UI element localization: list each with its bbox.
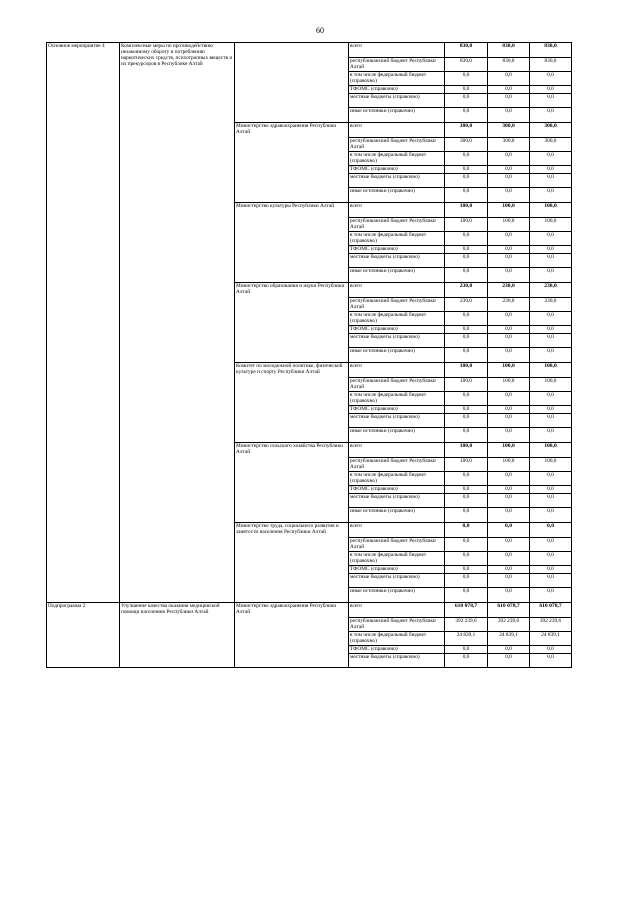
amount-cell: 0,0	[488, 654, 530, 668]
funding-source-cell: республиканский бюджет Республики Алтай	[349, 538, 445, 552]
executor-cell	[235, 43, 349, 123]
funding-source-cell: местные бюджеты (справочно)	[349, 334, 445, 348]
amount-cell: 0,0	[488, 472, 530, 486]
funding-source-cell: в том числе федеральный бюджет (справочно)	[349, 632, 445, 646]
amount-cell: 0,0	[488, 152, 530, 166]
amount-cell: 0,0	[445, 72, 488, 86]
funding-source-cell: в том числе федеральный бюджет (справочно)	[349, 552, 445, 566]
activity-title-cell: Комплексные меры по противодействию незаконному обороту и потреблению наркотических средств, психотропных веществ и их прекурсоров в Республике Алтай	[120, 43, 235, 603]
amount-cell: 100,0	[488, 443, 530, 458]
amount-cell: 0,0	[530, 486, 572, 494]
amount-cell: 0,0	[445, 654, 488, 668]
amount-cell: 0,0	[488, 334, 530, 348]
amount-cell: 0,0	[530, 523, 572, 538]
amount-cell: 24 839,1	[488, 632, 530, 646]
funding-source-cell: всего	[349, 523, 445, 538]
funding-source-cell: ТФОМС (справочно)	[349, 326, 445, 334]
amount-cell: 100,0	[530, 218, 572, 232]
amount-cell: 100,0	[530, 378, 572, 392]
funding-source-cell: всего	[349, 123, 445, 138]
amount-cell: 0,0	[488, 232, 530, 246]
amount-cell: 0,0	[445, 334, 488, 348]
amount-cell: 830,0	[488, 58, 530, 72]
amount-cell: 230,0	[445, 298, 488, 312]
amount-cell: 300,0	[530, 123, 572, 138]
table-row	[47, 603, 572, 618]
amount-cell: 0,0	[530, 326, 572, 334]
activity-code-cell: Основное мероприятие 4	[47, 43, 120, 603]
amount-cell: 0,0	[445, 538, 488, 552]
funding-source-cell: республиканский бюджет Республики Алтай	[349, 378, 445, 392]
funding-source-cell: республиканский бюджет Республики Алтай	[349, 218, 445, 232]
amount-cell: 0,0	[445, 108, 488, 123]
executor-cell: Министерство здравоохранения Республики Алтай	[235, 123, 349, 203]
amount-cell: 392 239,6	[530, 618, 572, 632]
amount-cell: 0,0	[445, 94, 488, 108]
amount-cell: 0,0	[445, 254, 488, 268]
amount-cell: 0,0	[488, 588, 530, 603]
amount-cell: 0,0	[530, 246, 572, 254]
amount-cell: 0,0	[445, 494, 488, 508]
amount-cell: 0,0	[530, 94, 572, 108]
amount-cell: 0,0	[488, 312, 530, 326]
amount-cell: 0,0	[530, 508, 572, 523]
amount-cell: 0,0	[488, 246, 530, 254]
amount-cell: 0,0	[530, 494, 572, 508]
executor-cell: Комитет по молодежной политике, физической культуре и спорту Республики Алтай	[235, 363, 349, 443]
amount-cell: 300,0	[445, 138, 488, 152]
amount-cell: 100,0	[445, 443, 488, 458]
amount-cell: 0,0	[488, 574, 530, 588]
amount-cell: 0,0	[530, 312, 572, 326]
amount-cell: 0,0	[445, 326, 488, 334]
funding-source-cell: иные источники (справочно)	[349, 188, 445, 203]
amount-cell: 0,0	[445, 588, 488, 603]
amount-cell: 0,0	[530, 86, 572, 94]
amount-cell: 0,0	[488, 108, 530, 123]
amount-cell: 0,0	[445, 552, 488, 566]
funding-source-cell: республиканский бюджет Республики Алтай	[349, 458, 445, 472]
amount-cell: 0,0	[488, 188, 530, 203]
amount-cell: 24 839,1	[445, 632, 488, 646]
amount-cell: 0,0	[530, 392, 572, 406]
amount-cell: 100,0	[488, 363, 530, 378]
amount-cell: 0,0	[488, 254, 530, 268]
amount-cell: 0,0	[445, 566, 488, 574]
amount-cell: 0,0	[445, 428, 488, 443]
funding-source-cell: иные источники (справочно)	[349, 348, 445, 363]
activity-code-cell: Подпрограмма 2	[47, 603, 120, 668]
amount-cell: 610 078,7	[488, 603, 530, 618]
amount-cell: 0,0	[530, 414, 572, 428]
amount-cell: 0,0	[488, 566, 530, 574]
amount-cell: 392 239,6	[488, 618, 530, 632]
amount-cell: 0,0	[530, 654, 572, 668]
funding-source-cell: всего	[349, 363, 445, 378]
amount-cell: 0,0	[530, 574, 572, 588]
funding-source-cell: ТФОМС (справочно)	[349, 246, 445, 254]
amount-cell: 0,0	[445, 312, 488, 326]
amount-cell: 100,0	[445, 378, 488, 392]
funding-source-cell: иные источники (справочно)	[349, 588, 445, 603]
amount-cell: 610 078,7	[530, 603, 572, 618]
amount-cell: 0,0	[445, 523, 488, 538]
amount-cell: 0,0	[445, 646, 488, 654]
amount-cell: 0,0	[488, 86, 530, 94]
executor-cell: Министерство здравоохранения Республики Алтай	[235, 603, 349, 668]
amount-cell: 0,0	[488, 72, 530, 86]
amount-cell: 0,0	[488, 646, 530, 654]
amount-cell: 0,0	[445, 188, 488, 203]
amount-cell: 0,0	[445, 414, 488, 428]
amount-cell: 0,0	[488, 174, 530, 188]
amount-cell: 100,0	[488, 203, 530, 218]
funding-source-cell: в том числе федеральный бюджет (справочно)	[349, 232, 445, 246]
page-number: 60	[316, 26, 324, 35]
amount-cell: 100,0	[445, 203, 488, 218]
amount-cell: 0,0	[445, 472, 488, 486]
amount-cell: 0,0	[488, 348, 530, 363]
amount-cell: 0,0	[530, 254, 572, 268]
executor-cell: Министерство образования и науки Республики Алтай	[235, 283, 349, 363]
amount-cell: 100,0	[530, 443, 572, 458]
funding-source-cell: ТФОМС (справочно)	[349, 86, 445, 94]
amount-cell: 0,0	[488, 508, 530, 523]
amount-cell: 230,0	[488, 283, 530, 298]
funding-source-cell: в том числе федеральный бюджет (справочно)	[349, 472, 445, 486]
amount-cell: 0,0	[445, 406, 488, 414]
budget-table	[46, 42, 572, 668]
funding-source-cell: ТФОМС (справочно)	[349, 166, 445, 174]
amount-cell: 100,0	[445, 363, 488, 378]
amount-cell: 0,0	[445, 392, 488, 406]
amount-cell: 300,0	[445, 123, 488, 138]
amount-cell: 0,0	[488, 406, 530, 414]
amount-cell: 230,0	[530, 298, 572, 312]
amount-cell: 0,0	[445, 86, 488, 94]
funding-source-cell: ТФОМС (справочно)	[349, 486, 445, 494]
amount-cell: 0,0	[445, 574, 488, 588]
amount-cell: 300,0	[488, 123, 530, 138]
amount-cell: 100,0	[445, 218, 488, 232]
amount-cell: 0,0	[488, 486, 530, 494]
funding-source-cell: всего	[349, 443, 445, 458]
amount-cell: 0,0	[530, 552, 572, 566]
funding-source-cell: в том числе федеральный бюджет (справочно)	[349, 72, 445, 86]
funding-source-cell: местные бюджеты (справочно)	[349, 494, 445, 508]
amount-cell: 230,0	[530, 283, 572, 298]
amount-cell: 100,0	[488, 458, 530, 472]
amount-cell: 0,0	[445, 166, 488, 174]
funding-source-cell: всего	[349, 603, 445, 618]
amount-cell: 830,0	[445, 58, 488, 72]
amount-cell: 830,0	[488, 43, 530, 58]
funding-source-cell: в том числе федеральный бюджет (справочно)	[349, 312, 445, 326]
amount-cell: 0,0	[445, 174, 488, 188]
amount-cell: 0,0	[530, 108, 572, 123]
amount-cell: 0,0	[530, 538, 572, 552]
amount-cell: 0,0	[445, 232, 488, 246]
funding-source-cell: иные источники (справочно)	[349, 428, 445, 443]
funding-source-cell: всего	[349, 203, 445, 218]
funding-source-cell: иные источники (справочно)	[349, 268, 445, 283]
amount-cell: 0,0	[530, 566, 572, 574]
funding-source-cell: ТФОМС (справочно)	[349, 406, 445, 414]
amount-cell: 100,0	[530, 458, 572, 472]
funding-source-cell: в том числе федеральный бюджет (справочно)	[349, 152, 445, 166]
funding-source-cell: республиканский бюджет Республики Алтай	[349, 298, 445, 312]
funding-source-cell: местные бюджеты (справочно)	[349, 574, 445, 588]
amount-cell: 392 239,6	[445, 618, 488, 632]
funding-source-cell: республиканский бюджет Республики Алтай	[349, 618, 445, 632]
amount-cell: 0,0	[530, 646, 572, 654]
amount-cell: 610 078,7	[445, 603, 488, 618]
amount-cell: 0,0	[530, 588, 572, 603]
funding-source-cell: иные источники (справочно)	[349, 108, 445, 123]
amount-cell: 0,0	[488, 268, 530, 283]
amount-cell: 0,0	[488, 428, 530, 443]
funding-source-cell: ТФОМС (справочно)	[349, 566, 445, 574]
amount-cell: 0,0	[488, 166, 530, 174]
amount-cell: 0,0	[488, 326, 530, 334]
funding-source-cell: местные бюджеты (справочно)	[349, 174, 445, 188]
funding-source-cell: ТФОМС (справочно)	[349, 646, 445, 654]
funding-source-cell: в том числе федеральный бюджет (справочно)	[349, 392, 445, 406]
funding-source-cell: республиканский бюджет Республики Алтай	[349, 138, 445, 152]
amount-cell: 0,0	[530, 348, 572, 363]
table-row	[47, 43, 572, 58]
amount-cell: 0,0	[488, 414, 530, 428]
amount-cell: 0,0	[530, 188, 572, 203]
amount-cell: 0,0	[530, 428, 572, 443]
funding-source-cell: местные бюджеты (справочно)	[349, 94, 445, 108]
amount-cell: 0,0	[530, 334, 572, 348]
funding-source-cell: местные бюджеты (справочно)	[349, 654, 445, 668]
amount-cell: 0,0	[488, 523, 530, 538]
amount-cell: 0,0	[445, 246, 488, 254]
funding-source-cell: всего	[349, 43, 445, 58]
amount-cell: 0,0	[530, 472, 572, 486]
amount-cell: 0,0	[488, 538, 530, 552]
amount-cell: 0,0	[445, 348, 488, 363]
amount-cell: 0,0	[488, 392, 530, 406]
executor-cell: Министерство труда, социального развития и занятости населения Республики Алтай	[235, 523, 349, 603]
amount-cell: 0,0	[530, 268, 572, 283]
amount-cell: 830,0	[530, 43, 572, 58]
amount-cell: 100,0	[530, 363, 572, 378]
amount-cell: 0,0	[530, 232, 572, 246]
amount-cell: 0,0	[488, 494, 530, 508]
amount-cell: 0,0	[445, 508, 488, 523]
funding-source-cell: республиканский бюджет Республики Алтай	[349, 58, 445, 72]
amount-cell: 100,0	[445, 458, 488, 472]
amount-cell: 300,0	[488, 138, 530, 152]
amount-cell: 0,0	[530, 406, 572, 414]
amount-cell: 24 839,1	[530, 632, 572, 646]
funding-source-cell: местные бюджеты (справочно)	[349, 414, 445, 428]
amount-cell: 0,0	[530, 72, 572, 86]
amount-cell: 0,0	[530, 166, 572, 174]
amount-cell: 100,0	[488, 378, 530, 392]
amount-cell: 230,0	[445, 283, 488, 298]
funding-source-cell: всего	[349, 283, 445, 298]
activity-title-cell: Улучшение качества оказания медицинской помощи населению Республики Алтай	[120, 603, 235, 668]
funding-source-cell: местные бюджеты (справочно)	[349, 254, 445, 268]
amount-cell: 0,0	[530, 174, 572, 188]
amount-cell: 100,0	[530, 203, 572, 218]
amount-cell: 300,0	[530, 138, 572, 152]
amount-cell: 0,0	[445, 152, 488, 166]
amount-cell: 830,0	[530, 58, 572, 72]
amount-cell: 0,0	[488, 94, 530, 108]
amount-cell: 0,0	[530, 152, 572, 166]
amount-cell: 830,0	[445, 43, 488, 58]
amount-cell: 0,0	[445, 268, 488, 283]
executor-cell: Министерство культуры Республики Алтай	[235, 203, 349, 283]
amount-cell: 0,0	[488, 552, 530, 566]
funding-source-cell: иные источники (справочно)	[349, 508, 445, 523]
amount-cell: 230,0	[488, 298, 530, 312]
amount-cell: 100,0	[488, 218, 530, 232]
amount-cell: 0,0	[445, 486, 488, 494]
executor-cell: Министерство сельского хозяйства Республики Алтай	[235, 443, 349, 523]
